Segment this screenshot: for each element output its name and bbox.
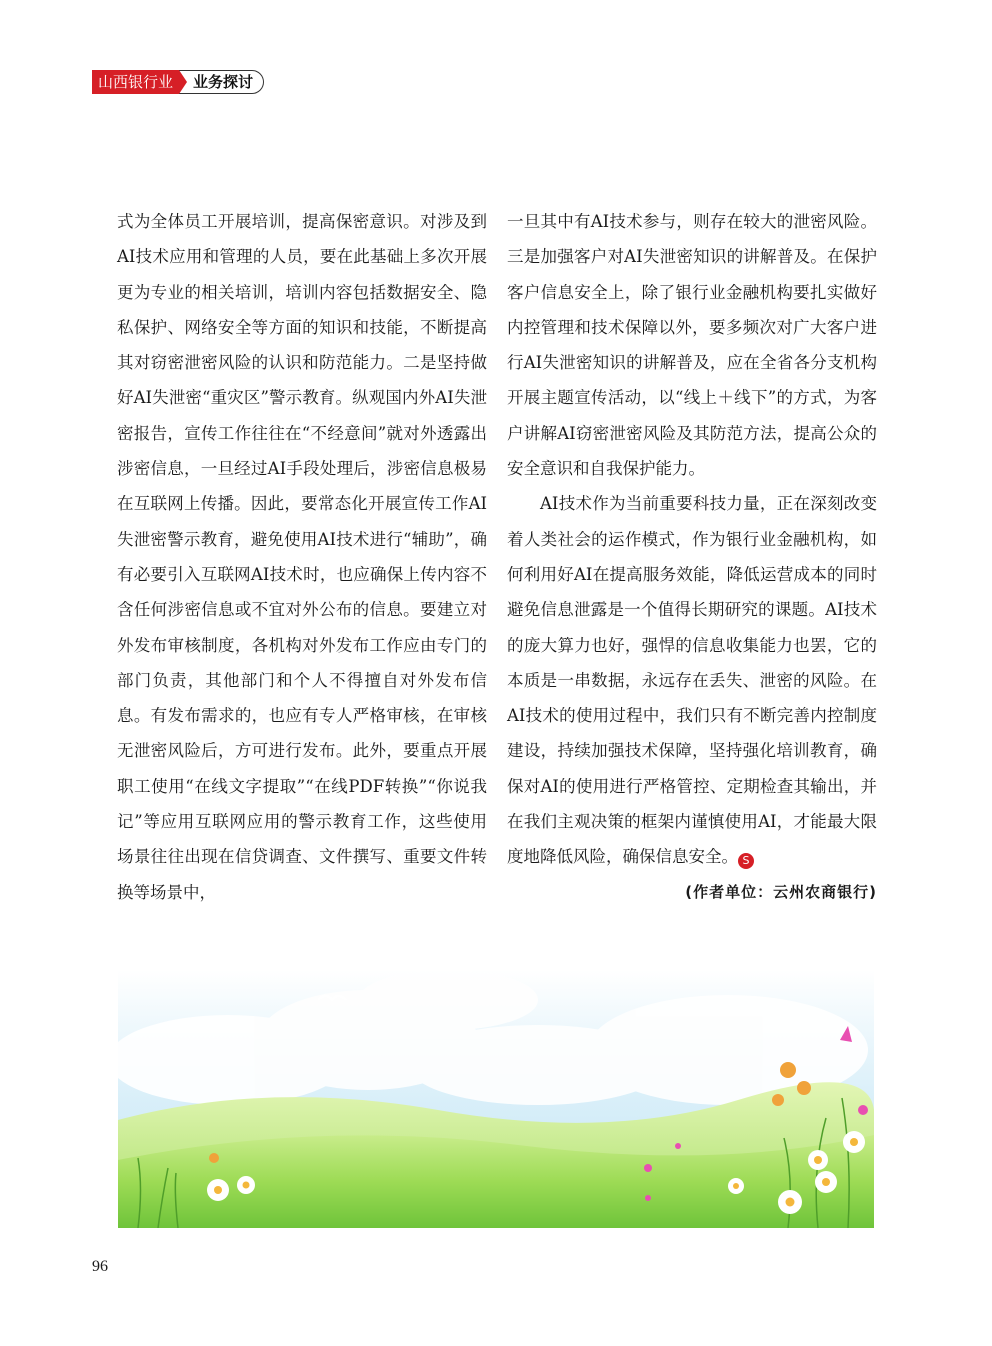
right-paragraph-2 <box>507 486 877 874</box>
page-number: 96 <box>92 1258 108 1275</box>
left-column <box>117 204 487 910</box>
author-note: (作者单位：云州农商银行) <box>685 882 877 901</box>
right-paragraph-1: 一旦其中有AI技术参与，则存在较大的泄密风险。三是加强客户对AI失泄密知识的讲解普及。在保护客户信息安全上，除了银行业金融机构要扎实做好内控管理和技术保障以外，要多频次对广大客户进行AI失泄密知识的讲解普及，应在全省各分支机构开展主题宣传活动，以“线上＋线下”的方式，为客户讲解AI窃密泄密风险及其防范方法，提高公众的安全意识和自我保护能力。 <box>507 212 877 479</box>
section-header <box>92 70 264 94</box>
section-label: 业务探讨 <box>179 70 264 94</box>
spring-meadow-illustration <box>118 970 874 1228</box>
left-paragraph-1: 式为全体员工开展培训，提高保密意识。对涉及到AI技术应用和管理的人员，要在此基础上多次开展更为专业的相关培训，培训内容包括数据安全、隐私保护、网络安全等方面的知识和技能，不断提高其对窃密泄密风险的认识和防范能力。二是坚持做好AI失泄密“重灾区”警示教育。纵观国内外AI失泄密报告，宣传工作往往在“不经意间”就对外透露出涉密信息，一旦经过AI手段处理后，涉密信息极易在互联网上传播。因此，要常态化开展宣传工作AI失泄密警示教育，避免使用AI技术进行“辅助”，确有必要引入互联网AI技术时，也应确保上传内容不含任何涉密信息或不宜对外公布的信息。要建立对外发布审核制度，各机构对外发布工作应由专门的部门负责，其他部门和个人不得擅自对外发布信息。有发布需求的，也应有专人严格审核，在审核无泄密风险后，方可进行发布。此外，要重点开展职工使用“在线文字提取”“在线PDF转换”“你说我记”等应用互联网应用的警示教育工作，这些使用场景往往出现在信贷调查、文件撰写、重要文件转换等场景中， <box>117 212 487 902</box>
publication-label: 山西银行业 <box>92 70 179 94</box>
right-paragraph-2-text: AI技术作为当前重要科技力量，正在深刻改变着人类社会的运作模式，作为银行业金融机构，如何利用好AI在提高服务效能，降低运营成本的同时避免信息泄露是一个值得长期研究的课题。AI技术的庞大算力也好，强悍的信息收集能力也罢，它的本质是一串数据，永远存在丢失、泄密的风险。在AI技术的使用过程中，我们只有不断完善内控制度建设，持续加强技术保障，坚持强化培训教育，确保对AI的使用进行严格管控、定期检查其输出，并在我们主观决策的框架内谨慎使用AI，才能最大限度地降低风险，确保信息安全。 <box>507 494 877 867</box>
right-column <box>507 204 877 910</box>
meadow-svg <box>118 970 874 1228</box>
end-mark-icon: S <box>738 853 754 869</box>
